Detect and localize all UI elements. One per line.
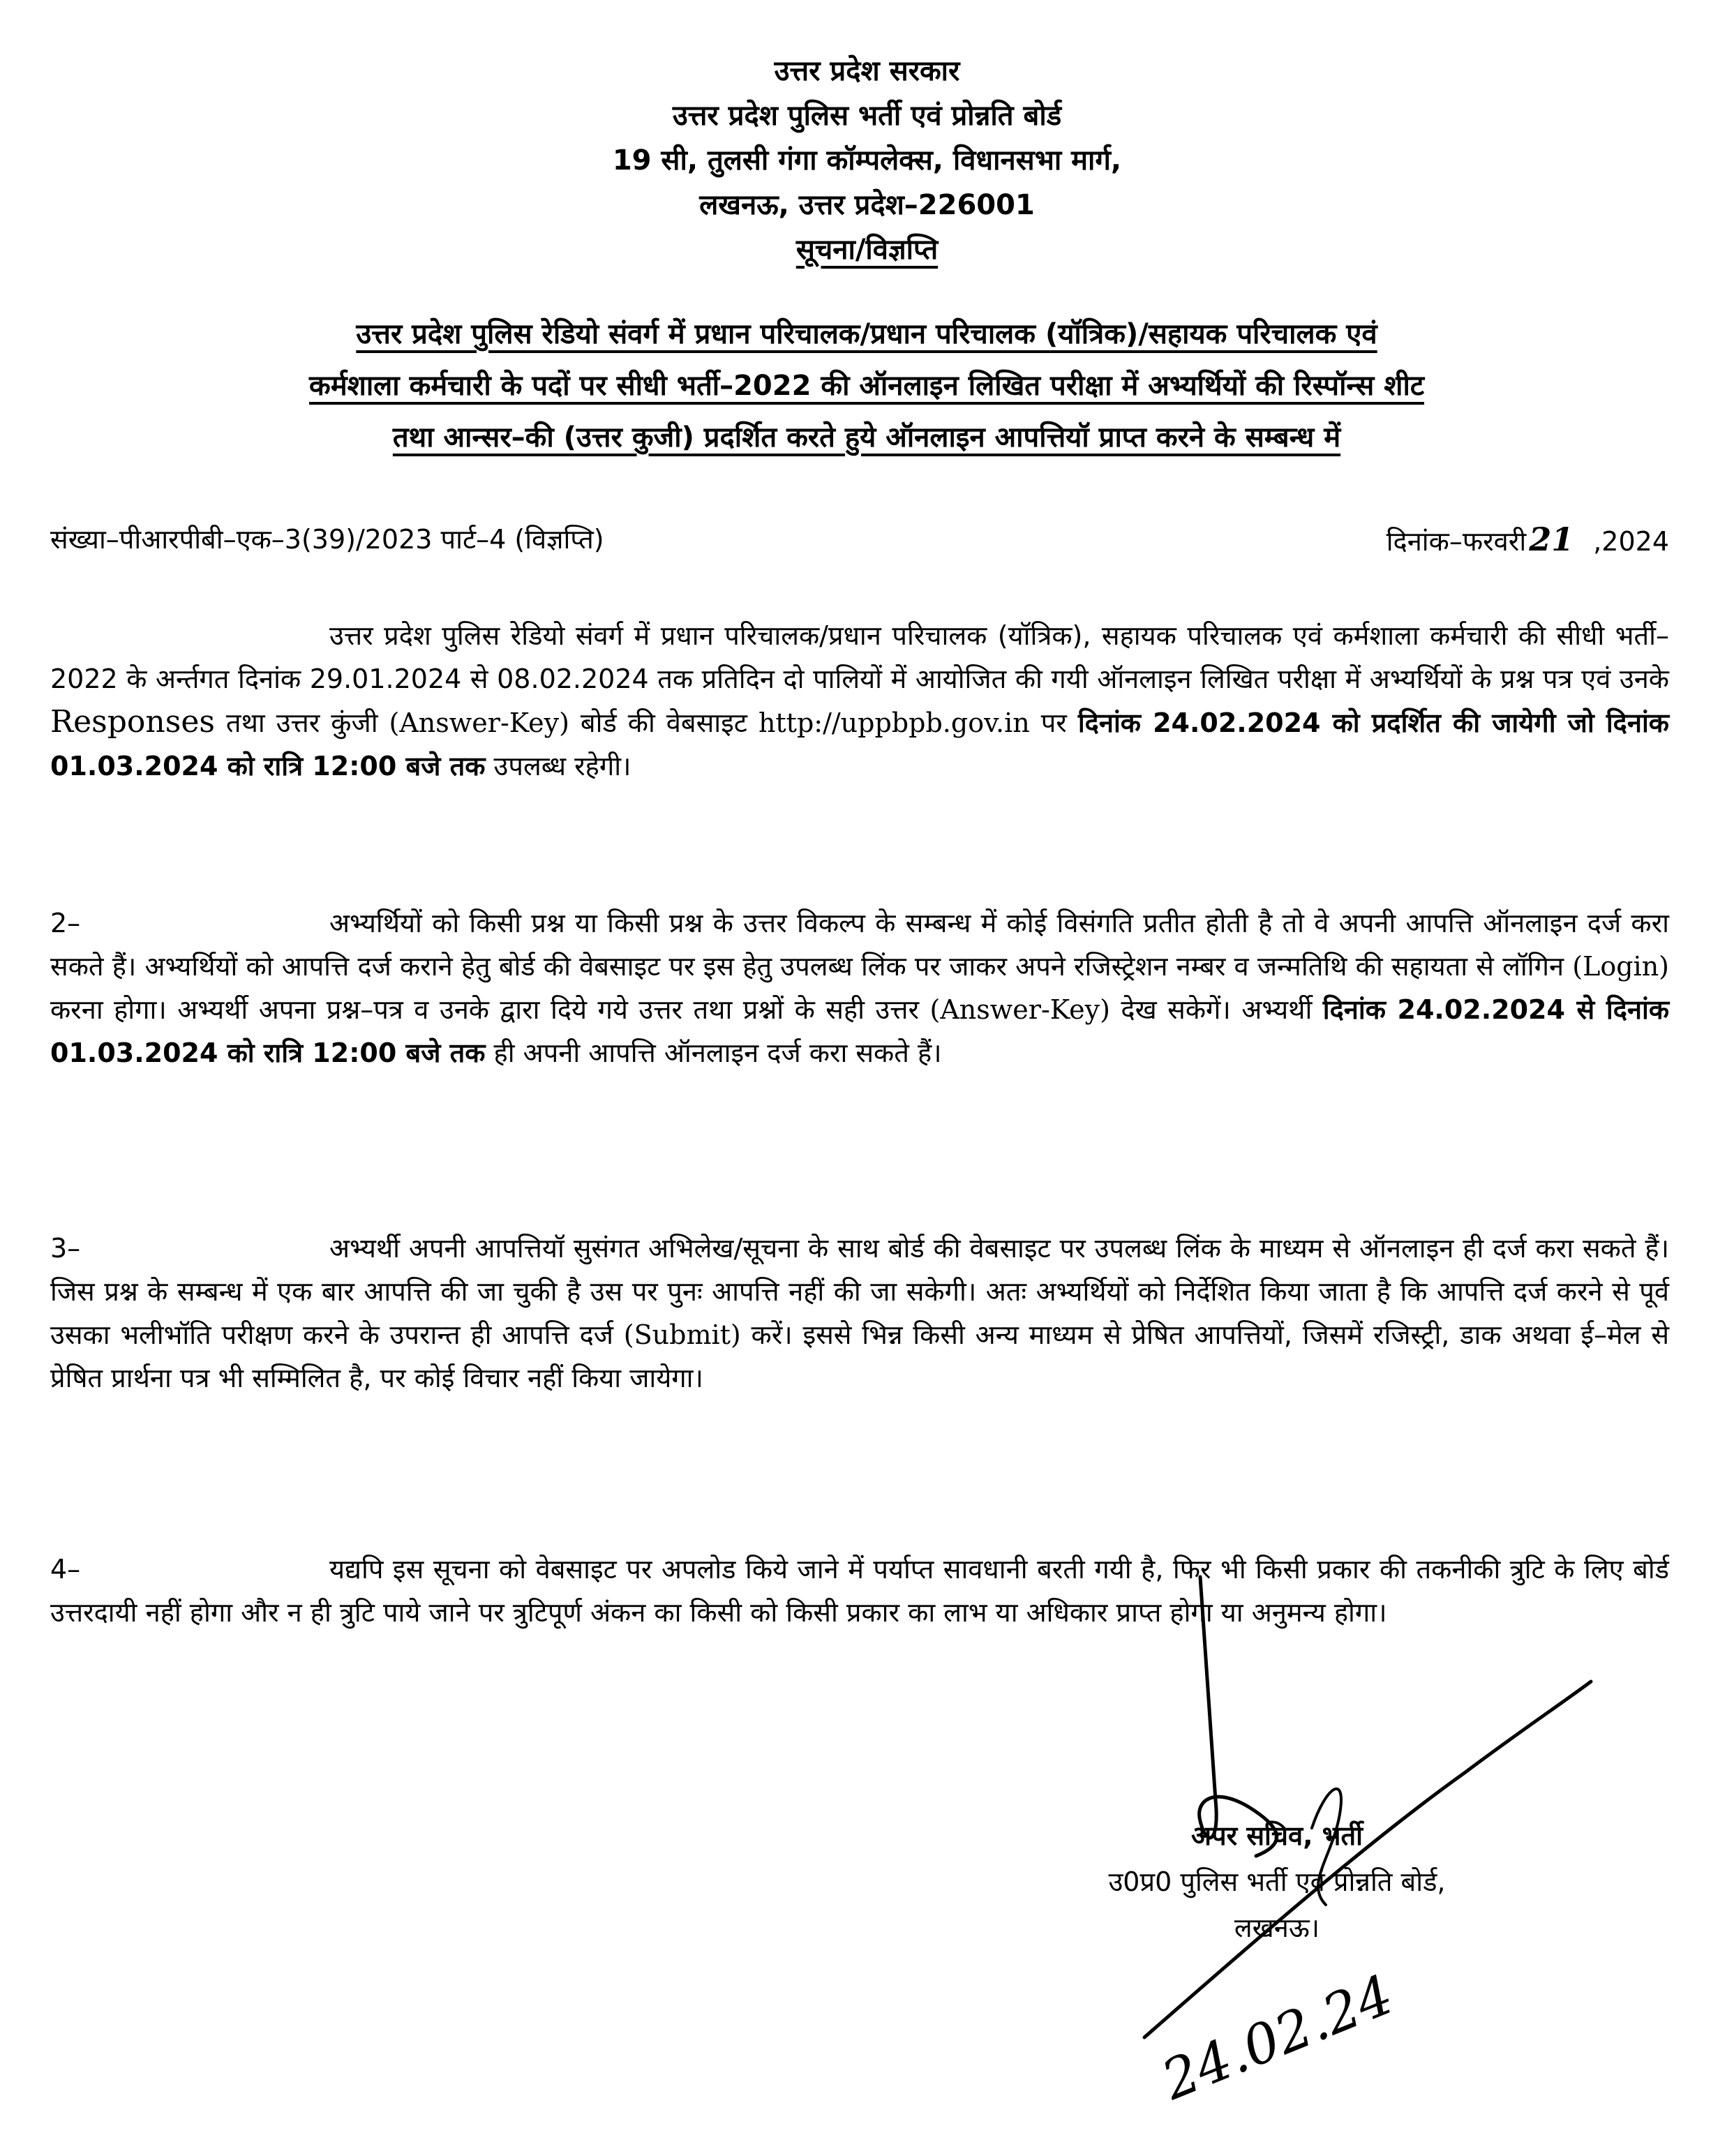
subject-line-2: कर्मशाला कर्मचारी के पदों पर सीधी भर्ती–2022 की ऑनलाइन लिखित परीक्षा में अभ्यर्थियों की रिस्पॉन्स शीट xyxy=(308,370,1424,402)
para2-answer-key: (Answer-Key) xyxy=(929,994,1110,1025)
notice-heading: सूचना/विज्ञप्ति xyxy=(795,234,939,266)
reference-date xyxy=(1387,520,1669,561)
para4-text: यद्यपि इस सूचना को वेबसाइट पर अपलोड किये जाने में पर्याप्त सावधानी बरती गयी है, फिर भी किसी प्रकार की तकनीकी त्रुटि के लिए बोर्ड उत्तरदायी नहीं होगा और न ही त्रुटि पाये जाने पर त्रुटिपूर्ण अंकन का किसी को किसी प्रकार का लाभ या अधिकार प्राप्त होगा या अनुमन्य होगा। xyxy=(50,1554,1669,1628)
signatory-org: उ0प्र0 पुलिस भर्ती एवं प्रोन्नति बोर्ड, xyxy=(1108,1866,1446,1897)
para4-number: 4– xyxy=(50,1554,81,1585)
para2-text-a: अभ्यर्थियों को किसी प्रश्न या किसी प्रश्न के उत्तर विकल्प के सम्बन्ध में कोई विसंगति प्रतीत होती है तो वे अपनी आपत्ति ऑनलाइन दर्ज करा सकते हैं। अभ्यर्थियों को आपत्ति दर्ज कराने हेतु बोर्ड की वेबसाइट पर इस हेतु उपलब्ध लिंक पर जाकर अपने रजिस्ट्रेशन नम्बर व जन्मतिथि की सहायता से लॉगिन xyxy=(50,908,1669,982)
signatory-city: लखनऊ। xyxy=(1234,1912,1320,1943)
signature-block xyxy=(991,1813,1563,1951)
board-name: उत्तर प्रदेश पुलिस भर्ती एवं प्रोन्नति बोर्ड xyxy=(672,100,1062,132)
subject-line-3: तथा आन्सर–की (उत्तर कुजी) प्रदर्शित करते हुये ऑनलाइन आपत्तियॉ प्राप्त करने के सम्बन्ध में xyxy=(392,421,1341,454)
paragraph-4 xyxy=(50,1548,1669,1634)
paragraph-3 xyxy=(50,1227,1669,1400)
letterhead xyxy=(0,49,1734,272)
board-city: लखनऊ, उत्तर प्रदेश–226001 xyxy=(699,189,1035,221)
para1-text-e: उपलब्ध रहेगी। xyxy=(485,751,631,781)
para2-text-c: देख सकेगें। अभ्यर्थी xyxy=(1109,994,1323,1025)
para1-bold-dates: दिनांक 24.02.2024 को प्रदर्शित की जायेगी जो दिनांक 01.03.2024 को रात्रि 12:00 बजे तक xyxy=(50,708,1669,781)
para1-text-b: तथा उत्तर कुंजी xyxy=(214,708,389,738)
para1-answer-key: (Answer-Key) xyxy=(389,708,569,738)
para2-text-b: करना होगा। अभ्यर्थी अपना प्रश्न–पत्र व उनके द्वारा दिये गये उत्तर तथा प्रश्नों के सही उत्तर xyxy=(50,994,930,1025)
board-address: 19 सी, तुलसी गंगा कॉम्पलेक्स, विधानसभा मार्ग, xyxy=(612,144,1122,177)
para3-number: 3– xyxy=(50,1233,81,1264)
date-prefix: दिनांक–फरवरी xyxy=(1386,526,1527,557)
para1-text-c: बोर्ड की वेबसाइट xyxy=(569,708,758,738)
paragraph-1 xyxy=(50,614,1669,788)
handwritten-day: 21 xyxy=(1529,521,1574,558)
signature-date: 24.02.24 xyxy=(1153,1963,1403,2113)
para2-text-d: ही अपनी आपत्ति ऑनलाइन दर्ज करा सकते हैं। xyxy=(485,1038,942,1068)
website-url: http://uppbpb.gov.in xyxy=(758,708,1030,738)
govt-name: उत्तर प्रदेश सरकार xyxy=(774,55,960,87)
para3-submit: (Submit) xyxy=(623,1319,741,1350)
paragraph-2 xyxy=(50,901,1669,1075)
reference-number: संख्या–पीआरपीबी–एक–3(39)/2023 पार्ट–4 (विज्ञप्ति) xyxy=(50,524,604,555)
date-year: ,2024 xyxy=(1593,526,1669,557)
para2-login: (Login) xyxy=(1572,951,1669,982)
para2-number: 2– xyxy=(50,908,81,938)
para3-text-a: अभ्यर्थी अपनी आपत्तियॉ सुसंगत अभिलेख/सूचना के साथ बोर्ड की वेबसाइट पर उपलब्ध लिंक के माध्यम से ऑनलाइन ही दर्ज करा सकते हैं। जिस प्रश्न के सम्बन्ध में एक बार आपत्ति की जा चुकी है उस पर पुनः आपत्ति नहीं की जा सकेगी। अतः अभ्यर्थियों को निर्देशित किया जाता है कि आपत्ति दर्ज करने से पूर्व उसका भलीभॉति परीक्षण करने के उपरान्त ही आपत्ति दर्ज xyxy=(50,1233,1669,1350)
para1-text-a: उत्तर प्रदेश पुलिस रेडियो संवर्ग में प्रधान परिचालक/प्रधान परिचालक (यॉत्रिक), सहायक परिचालक एवं कर्मशाला कर्मचारी की सीधी भर्ती–2022 के अर्न्तगत दिनांक 29.01.2024 से 08.02.2024 तक प्रतिदिन दो पालियों में आयोजित की गयी ऑनलाइन लिखित परीक्षा में अभ्यर्थियों के प्रश्न पत्र एवं उनके xyxy=(50,620,1669,694)
signatory-title: अपर सचिव, भर्ती xyxy=(1190,1820,1363,1851)
notice-subject xyxy=(50,308,1683,463)
subject-line-1: उत्तर प्रदेश पुलिस रेडियो संवर्ग में प्रधान परिचालक/प्रधान परिचालक (यॉत्रिक)/सहायक परिचालक एवं xyxy=(356,318,1377,350)
para2-bold-dates: दिनांक 24.02.2024 से दिनांक 01.03.2024 को रात्रि 12:00 बजे तक xyxy=(50,994,1670,1068)
para3-text-b: करें। इससे भिन्न किसी अन्य माध्यम से प्रेषित आपत्तियों, जिसमें रजिस्ट्री, डाक अथवा ई–मेल से प्रेषित प्रार्थना पत्र भी सम्मिलित है, पर कोई विचार नहीं किया जायेगा। xyxy=(50,1319,1670,1393)
para1-responses: Responses xyxy=(50,704,215,740)
para1-text-d: पर xyxy=(1029,708,1078,738)
